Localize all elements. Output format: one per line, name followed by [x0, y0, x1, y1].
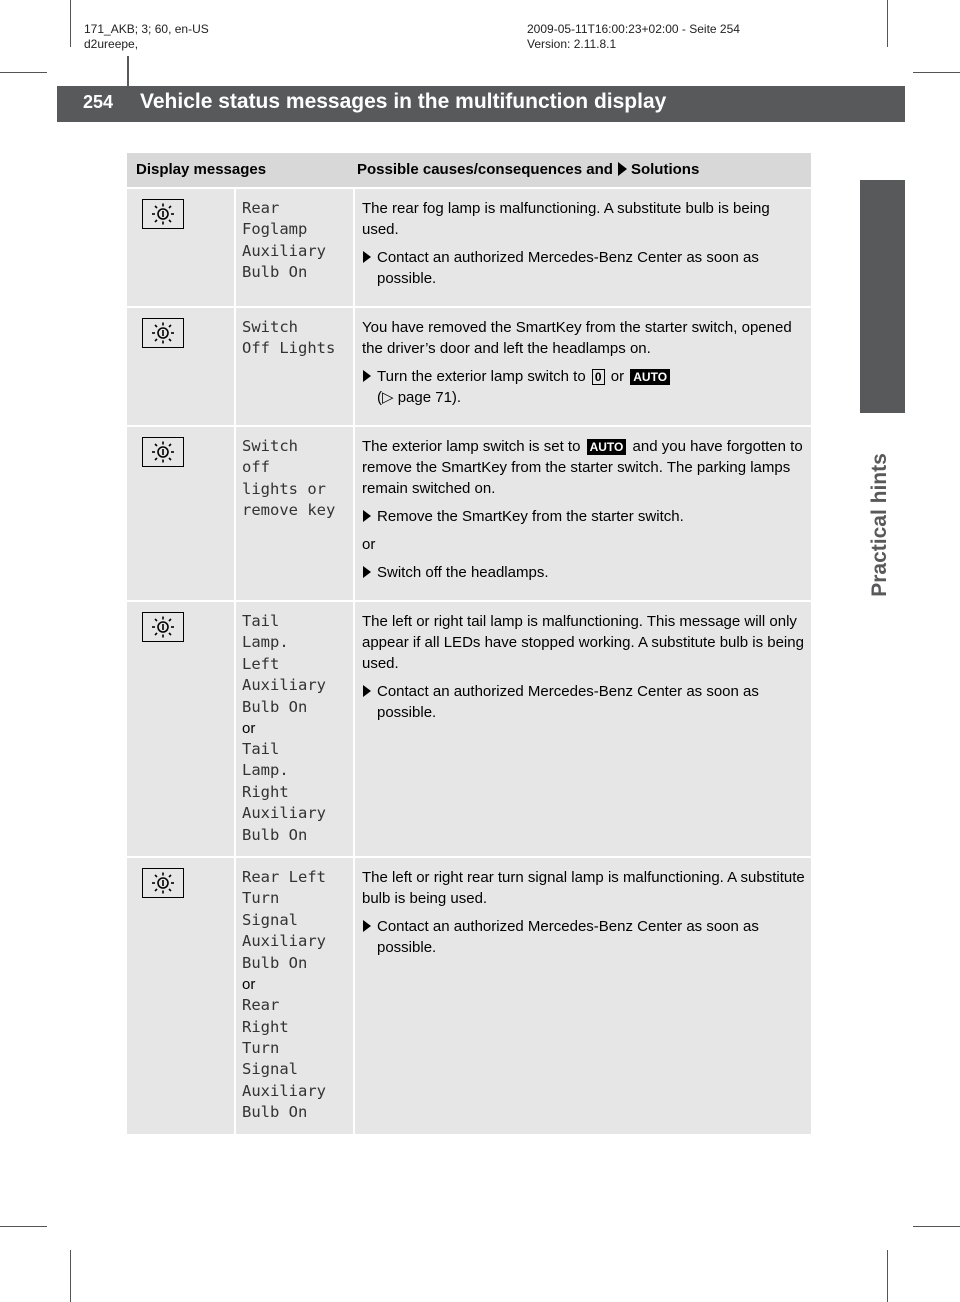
message-line: Turn: [242, 1038, 280, 1057]
solution-step: [362, 506, 805, 527]
crop-mark: [887, 1250, 888, 1302]
lamp-switch-auto-icon: AUTO: [630, 369, 670, 385]
message-line: remove key: [242, 501, 336, 520]
message-line: Foglamp: [242, 220, 308, 239]
cause-text: The left or right rear turn signal lamp is malfunctioning. A substitute bulb is being used.: [362, 869, 805, 908]
message-line: Bulb On: [242, 953, 308, 972]
message-line: Tail: [242, 740, 280, 759]
cause-text-part: The exterior lamp switch is set to: [362, 438, 581, 455]
message-line: Signal: [242, 1060, 298, 1079]
message-line: Rear Left: [242, 868, 326, 887]
message-line: Auxiliary: [242, 1081, 326, 1100]
message-line: Switch: [242, 318, 298, 336]
crop-mark: [913, 72, 960, 73]
page-title: Vehicle status messages in the multifunction display: [140, 90, 667, 113]
message-line: Bulb On: [242, 1103, 308, 1122]
side-tab: [860, 413, 905, 643]
crop-mark: [0, 72, 47, 73]
page-reference: (▷ page 71).: [377, 389, 462, 406]
bulb-warning-icon: [142, 199, 184, 229]
solution-step-text: Contact an authorized Mercedes-Benz Center as soon as possible.: [377, 249, 759, 287]
icon-cell: [127, 858, 236, 1133]
solution-step-text: Turn the exterior lamp switch to: [377, 368, 586, 385]
crop-mark: [70, 1250, 71, 1302]
solution-step-text: Contact an authorized Mercedes-Benz Center as soon as possible.: [377, 683, 759, 721]
page-number: 254: [83, 92, 114, 112]
print-meta-right-bottom: Version: 2.11.8.1: [527, 37, 617, 51]
solution-step-or: or: [610, 368, 625, 385]
column-header-solutions-label: Solutions: [630, 160, 700, 178]
header-divider: [127, 56, 129, 122]
bulb-warning-icon: [142, 318, 184, 348]
status-messages-table: [127, 153, 811, 1134]
message-line: Bulb On: [242, 825, 308, 844]
solution-arrow-icon: [363, 510, 371, 522]
message-line: Auxiliary: [242, 932, 326, 951]
crop-mark: [70, 0, 71, 47]
bulb-warning-icon: [142, 437, 184, 467]
crop-mark: [0, 1226, 47, 1227]
print-meta-right: [527, 22, 740, 52]
message-line: lights or: [242, 479, 326, 498]
message-line: Off Lights: [242, 339, 336, 358]
message-line: Lamp.: [242, 633, 289, 652]
table-row: [127, 856, 811, 1133]
causes-cell: [355, 308, 811, 425]
solution-arrow-icon: [363, 251, 371, 263]
solution-arrow-icon: [363, 685, 371, 697]
column-header-display: Display messages: [136, 160, 267, 178]
solution-step-text: Remove the SmartKey from the starter switch.: [377, 508, 684, 525]
solution-arrow-icon: [618, 162, 627, 176]
message-line: Right: [242, 1017, 289, 1036]
alternative-or: or: [362, 536, 376, 553]
solution-step: [362, 916, 805, 958]
causes-cell: [355, 858, 811, 1133]
cause-text: The left or right tail lamp is malfunctioning. This message will only appear if all LEDs have stopped working. A substitute bulb is being used.: [362, 613, 804, 672]
message-line: Right: [242, 782, 289, 801]
solution-arrow-icon: [363, 370, 371, 382]
display-message-cell: [236, 427, 355, 600]
solution-step-text: Switch off the headlamps.: [377, 564, 549, 581]
causes-cell: [355, 602, 811, 856]
table-header: [127, 153, 811, 187]
bulb-warning-icon: [142, 868, 184, 898]
column-header-causes-label: Possible causes/consequences and: [357, 160, 613, 178]
print-meta-left-bottom: d2ureepe,: [84, 37, 139, 51]
table-row: [127, 187, 811, 306]
table-row: [127, 600, 811, 856]
solution-step-text: Contact an authorized Mercedes-Benz Center as soon as possible.: [377, 918, 759, 957]
table-row: [127, 425, 811, 600]
causes-cell: [355, 427, 811, 600]
message-line: Lamp.: [242, 761, 289, 780]
message-line: Turn: [242, 889, 280, 908]
message-or: or: [242, 976, 256, 994]
crop-mark: [887, 0, 888, 47]
table-row: [127, 306, 811, 425]
message-line: Bulb On: [242, 697, 308, 716]
causes-cell: [355, 189, 811, 306]
solution-arrow-icon: [363, 566, 371, 578]
solution-step: [362, 247, 805, 289]
message-line: Tail: [242, 612, 280, 630]
message-line: Left: [242, 654, 280, 673]
display-message-cell: [236, 602, 355, 856]
side-tab-block: [860, 180, 905, 413]
icon-cell: [127, 308, 236, 425]
crop-mark: [913, 1226, 960, 1227]
message-line: Auxiliary: [242, 804, 326, 823]
message-line: Rear: [242, 199, 280, 217]
bulb-warning-icon: [142, 612, 184, 642]
message-line: Signal: [242, 910, 298, 929]
cause-text: The rear fog lamp is malfunctioning. A substitute bulb is being used.: [362, 200, 770, 238]
solution-arrow-icon: [363, 920, 371, 932]
cause-text-part: and you have forgotten to remove the SmartKey from the starter switch. The parking lamps remain switched on.: [362, 438, 803, 497]
cause-text: You have removed the SmartKey from the starter switch, opened the driver’s door and left the headlamps on.: [362, 319, 792, 357]
message-line: Auxiliary: [242, 241, 326, 260]
solution-step: [362, 562, 805, 583]
icon-cell: [127, 189, 236, 306]
display-message-cell: [236, 858, 355, 1133]
lamp-switch-auto-icon: AUTO: [587, 439, 627, 455]
column-header-causes: [357, 161, 811, 178]
icon-cell: [127, 427, 236, 600]
solution-step: [362, 681, 805, 723]
message-or: or: [242, 720, 256, 738]
message-line: Auxiliary: [242, 676, 326, 695]
print-meta-left: [84, 22, 209, 52]
message-line: Bulb On: [242, 263, 308, 282]
print-meta-left-top: 171_AKB; 3; 60, en-US: [84, 22, 209, 36]
cause-text: [362, 436, 805, 499]
lamp-switch-zero-icon: 0: [592, 369, 605, 385]
message-line: off: [242, 458, 270, 477]
message-line: Switch: [242, 437, 298, 455]
icon-cell: [127, 602, 236, 856]
print-meta-right-top: 2009-05-11T16:00:23+02:00 - Seite 254: [527, 22, 740, 36]
side-tab-label: Practical hints: [868, 453, 891, 597]
display-message-cell: [236, 308, 355, 425]
display-message-cell: [236, 189, 355, 306]
message-line: Rear: [242, 996, 280, 1015]
solution-step: [362, 366, 805, 408]
